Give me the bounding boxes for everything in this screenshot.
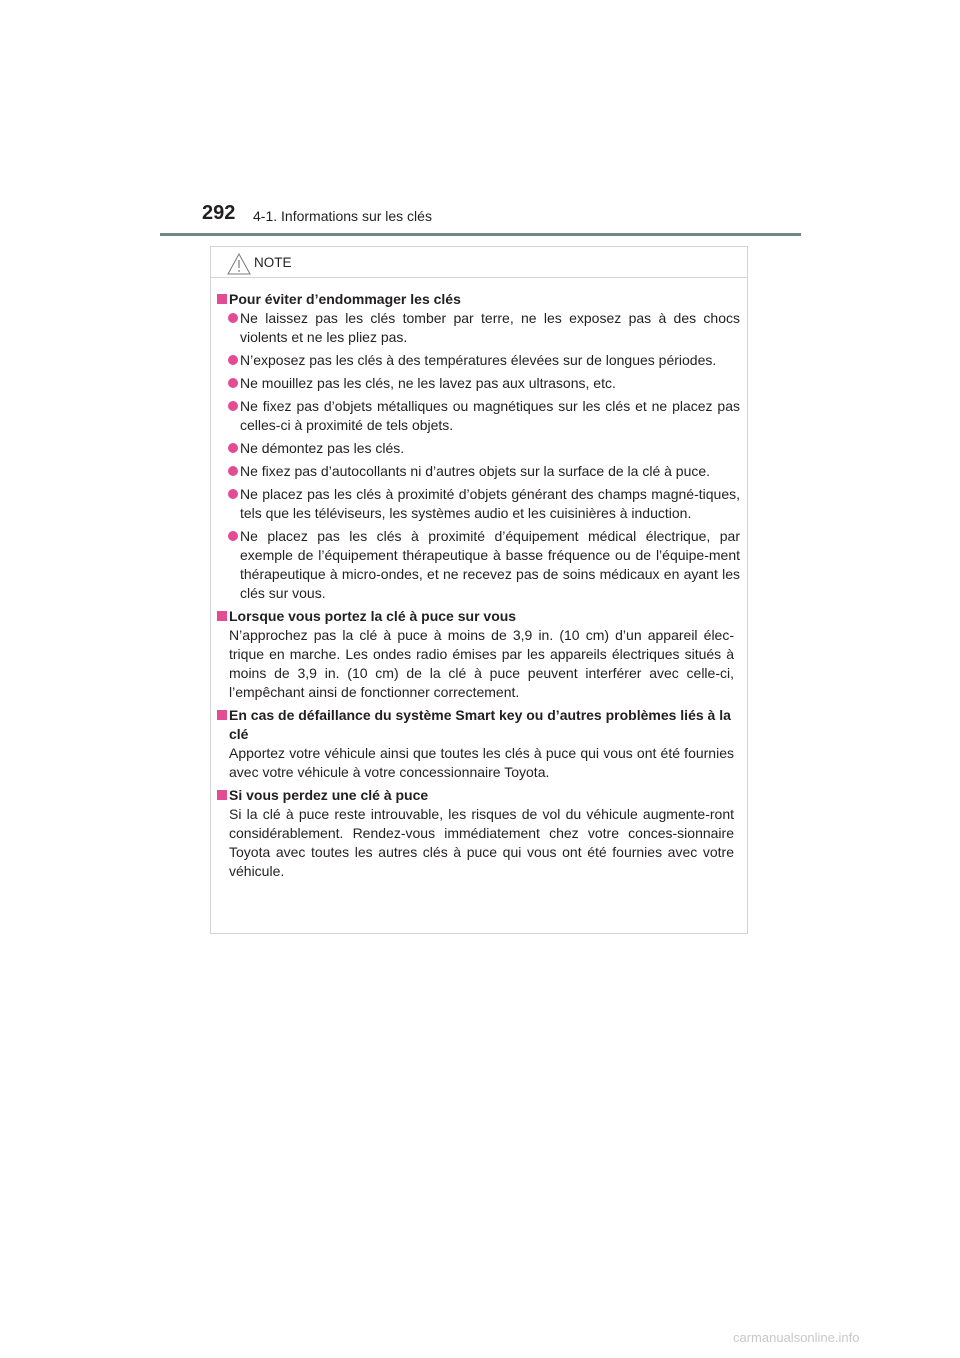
list-item (217, 309, 740, 347)
section-heading (217, 607, 740, 626)
note-section (217, 786, 740, 881)
section-heading-text: Lorsque vous portez la clé à puce sur vous (229, 608, 517, 624)
list-item (217, 527, 740, 603)
list-item (217, 351, 740, 370)
note-label: NOTE (254, 255, 292, 270)
page-header (0, 0, 960, 240)
list-item-text: Ne mouillez pas les clés, ne les lavez pas aux ultrasons, etc. (240, 375, 616, 391)
section-heading (217, 706, 740, 744)
list-item (217, 397, 740, 435)
note-body (211, 278, 747, 881)
square-bullet-icon (217, 790, 227, 800)
round-bullet-icon (228, 355, 238, 365)
round-bullet-icon (228, 401, 238, 411)
list-item (217, 462, 740, 481)
list-item-text: Ne laissez pas les clés tomber par terre, ne les exposez pas à des chocs violents et ne les pliez pas. (240, 310, 740, 345)
list-item-text: Ne fixez pas d’autocollants ni d’autres objets sur la surface de la clé à puce. (240, 463, 711, 479)
section-paragraph: Apportez votre véhicule ainsi que toutes les clés à puce qui vous ont été fournies avec votre véhicule à votre concessionnaire Toyota. (229, 745, 734, 780)
note-header (211, 247, 747, 278)
section-title: 4-1. Informations sur les clés (253, 208, 432, 224)
list-item-text: Ne démontez pas les clés. (240, 440, 405, 456)
list-item (217, 439, 740, 458)
section-paragraph: N’approchez pas la clé à puce à moins de 3,9 in. (10 cm) d’un appareil élec-trique en marche. Les ondes radio émises par les appareils électriques situés à moins de 3,9 in. (10 cm) de la clé à puce peuvent interférer avec celle-ci, l’empêchant ainsi de fonctionner correctement. (229, 627, 734, 700)
section-heading (217, 786, 740, 805)
round-bullet-icon (228, 531, 238, 541)
section-heading-text: Si vous perdez une clé à puce (229, 787, 429, 803)
list-item-text: Ne fixez pas d’objets métalliques ou magnétiques sur les clés et ne placez pas celles-ci à proximité de tels objets. (240, 398, 740, 433)
section-heading (217, 290, 740, 309)
square-bullet-icon (217, 294, 227, 304)
round-bullet-icon (228, 443, 238, 453)
list-item-text: N’exposez pas les clés à des températures élevées sur de longues périodes. (240, 352, 717, 368)
note-section (217, 706, 740, 782)
round-bullet-icon (228, 313, 238, 323)
list-item (217, 374, 740, 393)
warning-triangle-icon (227, 253, 251, 275)
page-number: 292 (202, 202, 236, 224)
list-item-text: Ne placez pas les clés à proximité d’équipement médical électrique, par exemple de l’équipement thérapeutique à basse fréquence ou de l’équipe-ment thérapeutique à micro-ondes, et ne recevez pas de soins médicaux en ayant les clés sur vous. (240, 528, 740, 601)
section-paragraph: Si la clé à puce reste introuvable, les risques de vol du véhicule augmente-ront considérablement. Rendez-vous immédiatement chez votre conces-sionnaire Toyota avec toutes les autres clés à puce qui vous ont été fournies avec votre véhicule. (229, 806, 734, 879)
note-box (210, 246, 748, 934)
list-item (217, 485, 740, 523)
section-heading-text: Pour éviter d’endommager les clés (229, 291, 461, 307)
round-bullet-icon (228, 466, 238, 476)
section-heading-text: En cas de défaillance du système Smart key ou d’autres problèmes liés à la clé (229, 707, 731, 742)
header-divider (160, 233, 801, 236)
bullet-list (217, 309, 740, 603)
round-bullet-icon (228, 378, 238, 388)
note-section (217, 290, 740, 603)
note-section (217, 607, 740, 702)
footer-watermark: carmanualsonline.info (733, 1330, 860, 1345)
square-bullet-icon (217, 710, 227, 720)
square-bullet-icon (217, 611, 227, 621)
round-bullet-icon (228, 489, 238, 499)
list-item-text: Ne placez pas les clés à proximité d’objets générant des champs magné-tiques, tels que les téléviseurs, les systèmes audio et les cuisinières à induction. (240, 486, 740, 521)
